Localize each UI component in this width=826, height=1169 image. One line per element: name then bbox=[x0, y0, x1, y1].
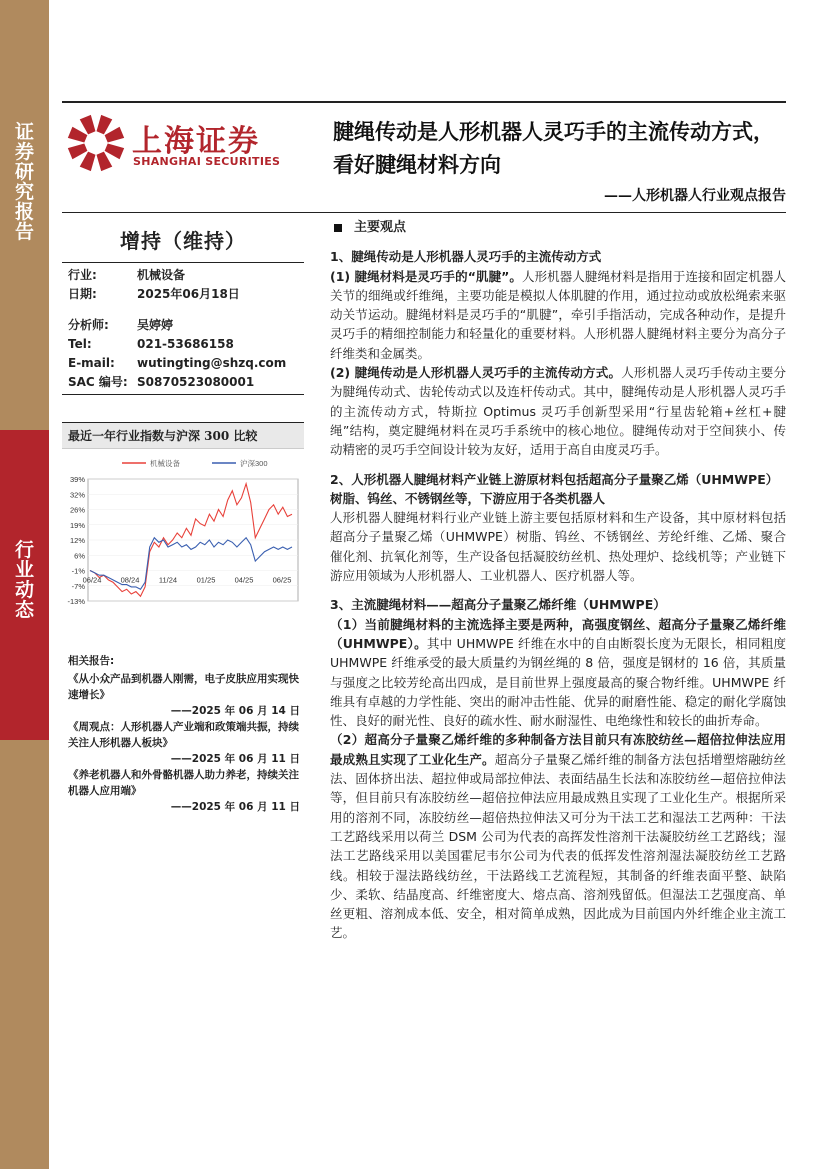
related-reports-heading: 相关报告: bbox=[68, 655, 115, 667]
analyst-value: 吴婷婷 bbox=[137, 318, 174, 332]
analyst-label: SAC 编号: bbox=[68, 375, 128, 389]
y-tick-label: 26% bbox=[69, 505, 85, 515]
y-tick-label: -13% bbox=[67, 597, 85, 606]
vertical-top-char: 告 bbox=[14, 221, 34, 243]
vertical-bottom-char: 动 bbox=[14, 579, 34, 601]
sidebar-info bbox=[62, 215, 304, 395]
main-content bbox=[330, 218, 786, 943]
index-comparison-chart bbox=[62, 422, 304, 612]
section-1-paragraph-1 bbox=[330, 267, 786, 363]
report-subtitle: ——人形机器人行业观点报告 bbox=[604, 188, 786, 204]
section-3-paragraph-2 bbox=[330, 730, 786, 942]
analyst-value: S0870523080001 bbox=[137, 375, 255, 389]
info-row bbox=[62, 266, 304, 285]
section-1-p2-lead: (2) 腱绳传动是人形机器人灵巧手的主流传动方式。 bbox=[330, 365, 622, 381]
analyst-label: 分析师: bbox=[68, 318, 109, 332]
info-divider bbox=[62, 394, 304, 395]
analyst-label: E-mail: bbox=[68, 356, 115, 370]
chart-title: 最近一年行业指数与沪深 300 比较 bbox=[62, 422, 304, 449]
related-report-title[interactable]: 《养老机器人和外骨骼机器人助力养老，持续关注机器人应用端》 bbox=[68, 769, 299, 797]
x-tick-label: 01/25 bbox=[196, 575, 216, 585]
x-tick-label: 04/25 bbox=[234, 575, 254, 585]
main-heading-text: 主要观点 bbox=[354, 220, 407, 235]
related-report-title[interactable]: 《周观点：人形机器人产业端和政策端共振，持续关注人形机器人板块》 bbox=[68, 721, 299, 749]
analyst-row bbox=[62, 316, 304, 335]
y-tick-label: 39% bbox=[69, 475, 85, 484]
related-report-date: ——2025 年 06 月 14 日 bbox=[170, 705, 300, 717]
legend-label: 沪深300 bbox=[240, 459, 268, 468]
info-block-industry bbox=[62, 263, 304, 304]
analyst-row bbox=[62, 354, 304, 373]
analyst-label: Tel: bbox=[68, 337, 92, 351]
section-2-title: 2、人形机器人腱绳材料产业链上游原材料包括超高分子量聚乙烯（UHMWPE）树脂、钨丝、不锈钢丝等，下游应用于各类机器人 bbox=[330, 471, 779, 506]
x-tick-label: 11/24 bbox=[158, 575, 178, 585]
y-tick-label: 32% bbox=[69, 490, 85, 500]
section-3-p2-body: 超高分子量聚乙烯纤维的制备方法包括增塑熔融纺丝法、固体挤出法、超拉伸或局部拉伸法、表面结晶生长法和冻胶纺丝—超倍拉伸法等，但目前只有冻胶纺丝—超倍拉伸法应用最成熟且实现了工业化生产。根据所采用的溶剂不同，冻胶纺丝—超倍热拉伸法又可分为干法工艺和湿法工艺两种：干法工艺路线采用以荷兰 DSM 公司为代表的高挥发性溶剂干法凝胶纺丝工艺路线；湿法工艺路线采用以美国霍尼韦尔公司为代表的低挥发性溶剂湿法凝胶纺丝工艺路线。相较于湿法路线纺丝，干法路线工艺流程短，其制备的纤维表面平整、缺陷少、柔软、结晶度高、纤维密度大、熔点高、溶剂残留低。但湿法工艺强度高、单丝更粗、溶剂成本低、安全，相对简单成熟，因此成为目前国内外纤维企业主流工艺。 bbox=[330, 751, 786, 941]
header-top-rule bbox=[62, 101, 786, 103]
logo-petal bbox=[68, 142, 88, 160]
related-report-date: ——2025 年 06 月 11 日 bbox=[170, 753, 300, 765]
x-tick-label: 06/24 bbox=[82, 575, 102, 585]
left-brand-bar bbox=[0, 0, 49, 1169]
section-1-title: 1、腱绳传动是人形机器人灵巧手的主流传动方式 bbox=[330, 249, 602, 265]
logo-text-en: SHANGHAI SECURITIES bbox=[133, 155, 281, 168]
section-3-p1-lead: （1）当前腱绳材料的主流选择主要是两种，高强度钢丝、超高分子量聚乙烯纤维（UHMWPE）。 bbox=[330, 616, 786, 651]
x-tick-label: 08/24 bbox=[120, 575, 140, 585]
vertical-label-research-report bbox=[0, 122, 49, 242]
logo-petal bbox=[104, 142, 124, 160]
vertical-top-char: 证 bbox=[14, 121, 34, 143]
logo-text-cn: 上海证券 bbox=[132, 124, 260, 159]
section-3-paragraph-1 bbox=[330, 615, 786, 731]
info-label: 日期: bbox=[68, 287, 97, 301]
info-value: 机械设备 bbox=[137, 268, 186, 282]
info-row bbox=[62, 285, 304, 304]
section-3-title: 3、主流腱绳材料——超高分子量聚乙烯纤维（UHMWPE） bbox=[330, 597, 666, 613]
y-tick-label: 19% bbox=[69, 520, 85, 530]
bullet-square-icon bbox=[334, 224, 342, 232]
section-1-p1-lead: (1) 腱绳材料是灵巧手的“肌腱”。 bbox=[330, 268, 523, 284]
analyst-value: 021-53686158 bbox=[137, 337, 234, 351]
y-tick-label: -7% bbox=[71, 581, 85, 591]
logo-petal bbox=[68, 127, 88, 145]
section-1-p2-body: 人形机器人灵巧手传动主要分为腱绳传动式、齿轮传动式以及连杆传动式。其中，腱绳传动是人形机器人灵巧手的主流传动方式，特斯拉 Optimus 灵巧手创新型采用“行星齿轮箱+丝杠+腱绳”结构，奠定腱绳材料在灵巧手系统中的核心地位。腱绳传动对于空间狭小、传动精密的灵巧手空间设计较为友好，适用于高自由度灵巧手。 bbox=[330, 365, 786, 458]
y-tick-label: -1% bbox=[71, 566, 85, 576]
section-3-p2-lead: （2）超高分子量聚乙烯纤维的多种制备方法目前只有冻胶纺丝—超倍拉伸法应用最成熟且实现了工业化生产。 bbox=[330, 732, 786, 767]
info-label: 行业: bbox=[68, 268, 97, 282]
section-1-paragraph-2 bbox=[330, 363, 786, 459]
x-tick-label: 06/25 bbox=[272, 575, 292, 585]
logo-petal bbox=[80, 151, 98, 171]
vertical-bottom-char: 行 bbox=[14, 539, 34, 561]
section-2-paragraph-1: 人形机器人腱绳材料行业产业链上游主要包括原材料和生产设备，其中原材料包括超高分子量聚乙烯（UHMWPE）树脂、钨丝、不锈钢丝、芳纶纤维、乙烯、聚合催化剂、抗氧化剂等，生产设备包括凝胶纺丝机、热处理炉、捻线机等；产业链下游应用领域为人形机器人、工业机器人、医疗机器人等。 bbox=[330, 510, 786, 584]
vertical-top-char: 券 bbox=[14, 141, 34, 163]
chart-canvas bbox=[62, 449, 304, 611]
logo-petal bbox=[95, 151, 113, 171]
analyst-row bbox=[62, 335, 304, 354]
legend-label: 机械设备 bbox=[150, 459, 180, 468]
y-tick-label: 6% bbox=[74, 551, 85, 561]
analyst-value: wutingting@shzq.com bbox=[137, 356, 287, 370]
main-heading bbox=[330, 218, 786, 237]
info-block-analyst bbox=[62, 304, 304, 392]
vertical-top-char: 报 bbox=[14, 201, 34, 223]
vertical-top-char: 研 bbox=[14, 161, 34, 183]
info-value: 2025年06月18日 bbox=[137, 287, 240, 301]
logo-petal bbox=[104, 127, 124, 145]
related-report-title[interactable]: 《从小众产品到机器人刚需，电子皮肤应用实现快速增长》 bbox=[68, 673, 299, 701]
header-bottom-rule bbox=[62, 212, 786, 213]
y-tick-label: 12% bbox=[69, 536, 85, 545]
rating: 增持（维持） bbox=[120, 229, 246, 253]
vertical-label-industry-dynamics bbox=[0, 540, 49, 620]
report-title: 腱绳传动是人形机器人灵巧手的主流传动方式，看好腱绳材料方向 bbox=[333, 119, 774, 177]
vertical-bottom-char: 业 bbox=[14, 559, 34, 581]
vertical-bottom-char: 态 bbox=[14, 599, 34, 621]
related-reports bbox=[62, 653, 304, 815]
analyst-row bbox=[62, 373, 304, 392]
logo-petal bbox=[95, 115, 113, 135]
logo-petal bbox=[80, 115, 98, 135]
section-1-p1-body: 人形机器人腱绳材料是指用于连接和固定机器人关节的细绳或纤维绳，主要功能是模拟人体肌腱的作用，通过拉动或放松绳索来驱动关节运动。腱绳材料是灵巧手的“肌腱”，牵引手指活动，完成各种动作，是提升灵巧手的精细控制能力和轻量化的重要材料。人形机器人腱绳材料主要分为高分子纤维类和金属类。 bbox=[330, 268, 786, 361]
vertical-top-char: 究 bbox=[14, 181, 34, 203]
section-3-p1-body: 其中 UHMWPE 纤维在水中的自由断裂长度为无限长，相同粗度 UHMWPE 纤维承受的最大质量约为钢丝绳的 8 倍，强度是钢材的 16 倍，其质量与强度之比较芳纶高出四成，是目前世界上强度最高的聚合物纤维。UHMWPE 纤维具有卓越的力学性能、突出的耐冲击性能、优异的耐磨性能、稳定的耐化学腐蚀性、良好的耐光性、良好的疏水性、耐水耐湿性、电绝缘性和较长的曲折寿命。 bbox=[330, 635, 787, 729]
related-report-date: ——2025 年 06 月 11 日 bbox=[170, 801, 300, 813]
